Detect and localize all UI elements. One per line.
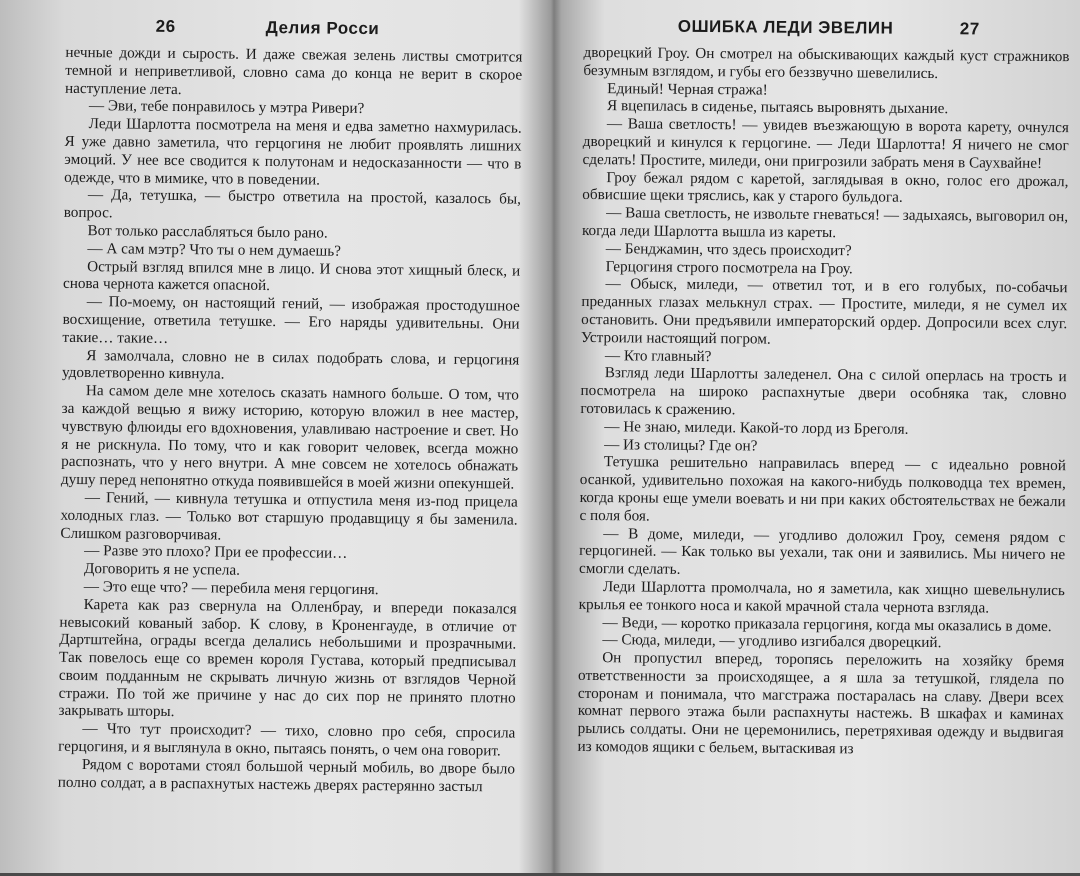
paragraph: Взгляд леди Шарлотты заледенел. Она с силой оперлась на трость и посмотрела на широко распахнутые двери особняка так, словно готовилась к сражению. [580, 364, 1067, 419]
paragraph: Тетушка решительно направилась вперед — с идеально ровной осанкой, удивительно похожая на какого-нибудь полководца тех времен, когда кроны еще умели воевать и ни при каких обстоятельствах не бежали с поля боя. [579, 453, 1067, 525]
paragraph: нечные дожди и сырость. И даже свежая зелень листвы смотрится темной и неприветливой, словно сама до конца не верит в скорое наступление лета. [64, 43, 523, 98]
paragraph: — Веди, — коротко приказала герцогиня, когда мы оказались в доме. [602, 613, 1052, 635]
left-page-number: 26 [155, 16, 176, 36]
paragraph: — Из столицы? Где он? [604, 435, 758, 455]
paragraph: — Сюда, миледи, — угодливо изгибался дворецкий. [602, 631, 942, 652]
paragraph: Единый! Черная стража! [607, 79, 768, 99]
paragraph: Герцогиня строго посмотрела на Гроу. [605, 257, 853, 277]
paragraph: Он пропустил вперед, торопясь переложить на хозяйку бремя ответственности за происходящее, а я шла за тетушкой, глядела по сторонам и понимала, что магстража постаралась на славу. Двери всех комнат первого этажа были распахнуты настежь. В шкафах и каминах рылись солдаты. Они не церемонились, перетряхивая одежду и выдвигая из комодов ящики с бельем, вытаскивая из [577, 649, 1065, 758]
right-running-head: ОШИБКА ЛЕДИ ЭВЕЛИН [677, 16, 894, 38]
paragraph: — Бенджамин, что здесь происходит? [605, 239, 852, 260]
paragraph: — По-моему, он настоящий гений, — изображая простодушное восхищение, ответила тетушке. — Его наряды удивительны. Они такие… такие… [62, 293, 520, 347]
paragraph: — Что тут происходит? — тихо, словно про себя, спросила герцогиня, и я выглянула в окно, пытаясь понять, о чем она говорит. [58, 720, 516, 760]
paragraph: — А сам мэтр? Что ты о нем думаешь? [87, 239, 342, 260]
paragraph: — Эви, тебе понравилось у мэтра Ривери? [88, 97, 365, 118]
left-page-header [66, 12, 523, 49]
paragraph: — Да, тетушка, — быстро ответила на простой, казалось бы, вопрос. [63, 186, 522, 222]
right-page-header [584, 12, 1070, 48]
paragraph: Острый взгляд впился мне в лицо. И снова этот хищный блеск, и снова чернота кажется опасной. [62, 257, 521, 295]
left-running-head: Делия Росси [265, 17, 380, 39]
right-page [548, 0, 1080, 875]
paragraph: Карета как раз свернула на Олленбрау, и впереди показался невысокий кованый забор. К слову, в Кроненгауде, в отличие от Дартштейна, ограды всегда делались небольшими и прозрачными. Так повелось еще со времен короля Густава, который предписывал своим подданным не скрывать личную жизнь от взглядов Черной стражи. По той же причине у нас до сих пор не принято плотно закрывать шторы. [58, 595, 517, 721]
paragraph: — Обыск, миледи, — ответил тот, и в его голубых, по-собачьи преданных глазах мелькнул страх. — Простите, миледи, я не сумел их остановить. Они предъявили императорский ордер. Допросили всех слуг. Устроили настоящий погром. [580, 275, 1068, 348]
right-page-text [577, 44, 1069, 760]
paragraph: Договорить я не успела. [83, 560, 241, 579]
paragraph: Леди Шарлотта посмотрела на меня и едва заметно нахмурилась. Я уже давно заметила, что герцогиня не любит проявлять лишних эмоций. У нее все сводится к полутонам и недосказанности — что в одежде, что в мимике, что в поведении. [64, 115, 522, 189]
paragraph: Я вцепилась в сиденье, пытаясь выровнять дыхание. [606, 97, 949, 118]
paragraph: На самом деле мне хотелось сказать намного больше. О том, что за каждой вещью я вижу историю, которую вложил в нее мастер, чувствую флюиды его вдохновения, улавливаю настроение и свет. Но я не рискнула. По тому, что и как говорит человек, всегда можно распознать, что у него внутри. А мне совсем не хотелось обнажать душу перед непонятно откуда появившейся в моей жизни опекуншей. [60, 382, 519, 493]
paragraph: Я замолчала, словно не в силах подобрать слова, и герцогиня удовлетворенно кивнула. [61, 346, 520, 383]
paragraph: Вот только расслабляться было рано. [87, 222, 328, 242]
paragraph: — Кто главный? [604, 346, 712, 365]
paragraph: — Разве это плохо? При ее профессии… [84, 542, 348, 563]
right-page-number: 27 [959, 19, 980, 39]
left-page-text [58, 44, 523, 796]
paragraph: — Ваша светлость, не извольте гневаться! — задыхаясь, выговорил он, когда леди Шарлотта вышла из кареты. [581, 204, 1069, 242]
paragraph: Гроу бежал рядом с каретой, заглядывая в окно, голос его дрожал, обвисшие щеки тряслись, как у старого бульдога. [582, 168, 1069, 207]
paragraph: — Ваша светлость! — увидев въезжающую в ворота карету, очнулся дворецкий и кинулся к герцогине. — Леди Шарлотта! Я ничего не смог сделать! Простите, миледи, они пригрозили забрать меня в Саухвайне! [582, 115, 1069, 172]
paragraph: Леди Шарлотта промолчала, но я заметила, как хищно шевельнулись крылья ее тонкого носа и какой мрачной стала чернота взгляда. [578, 578, 1065, 617]
paragraph: — Не знаю, миледи. Какой-то лорд из Бреголя. [604, 417, 909, 438]
paragraph: — Гений, — кивнула тетушка и отпустила меня из-под прицела холодных глаз. — Только вот старшую продавщицу я бы заменила. Слишком разговорчивая. [60, 488, 518, 544]
paragraph: — Это еще что? — перебила меня герцогиня. [83, 577, 379, 599]
paragraph: дворецкий Гроу. Он смотрел на обыскивающих каждый куст стражников безумным взглядом, и губы его беззвучно шевелились. [583, 43, 1070, 82]
paragraph: Рядом с воротами стоял большой черный мобиль, во дворе было полно солдат, а в распахнутых настежь дверях растерянно застыл [57, 755, 516, 795]
paragraph: — В доме, миледи, — угодливо доложил Гроу, семеня рядом с герцогиней. — Как только вы уехали, так они и заявились. Мы ничего не смогли сделать. [578, 524, 1066, 578]
